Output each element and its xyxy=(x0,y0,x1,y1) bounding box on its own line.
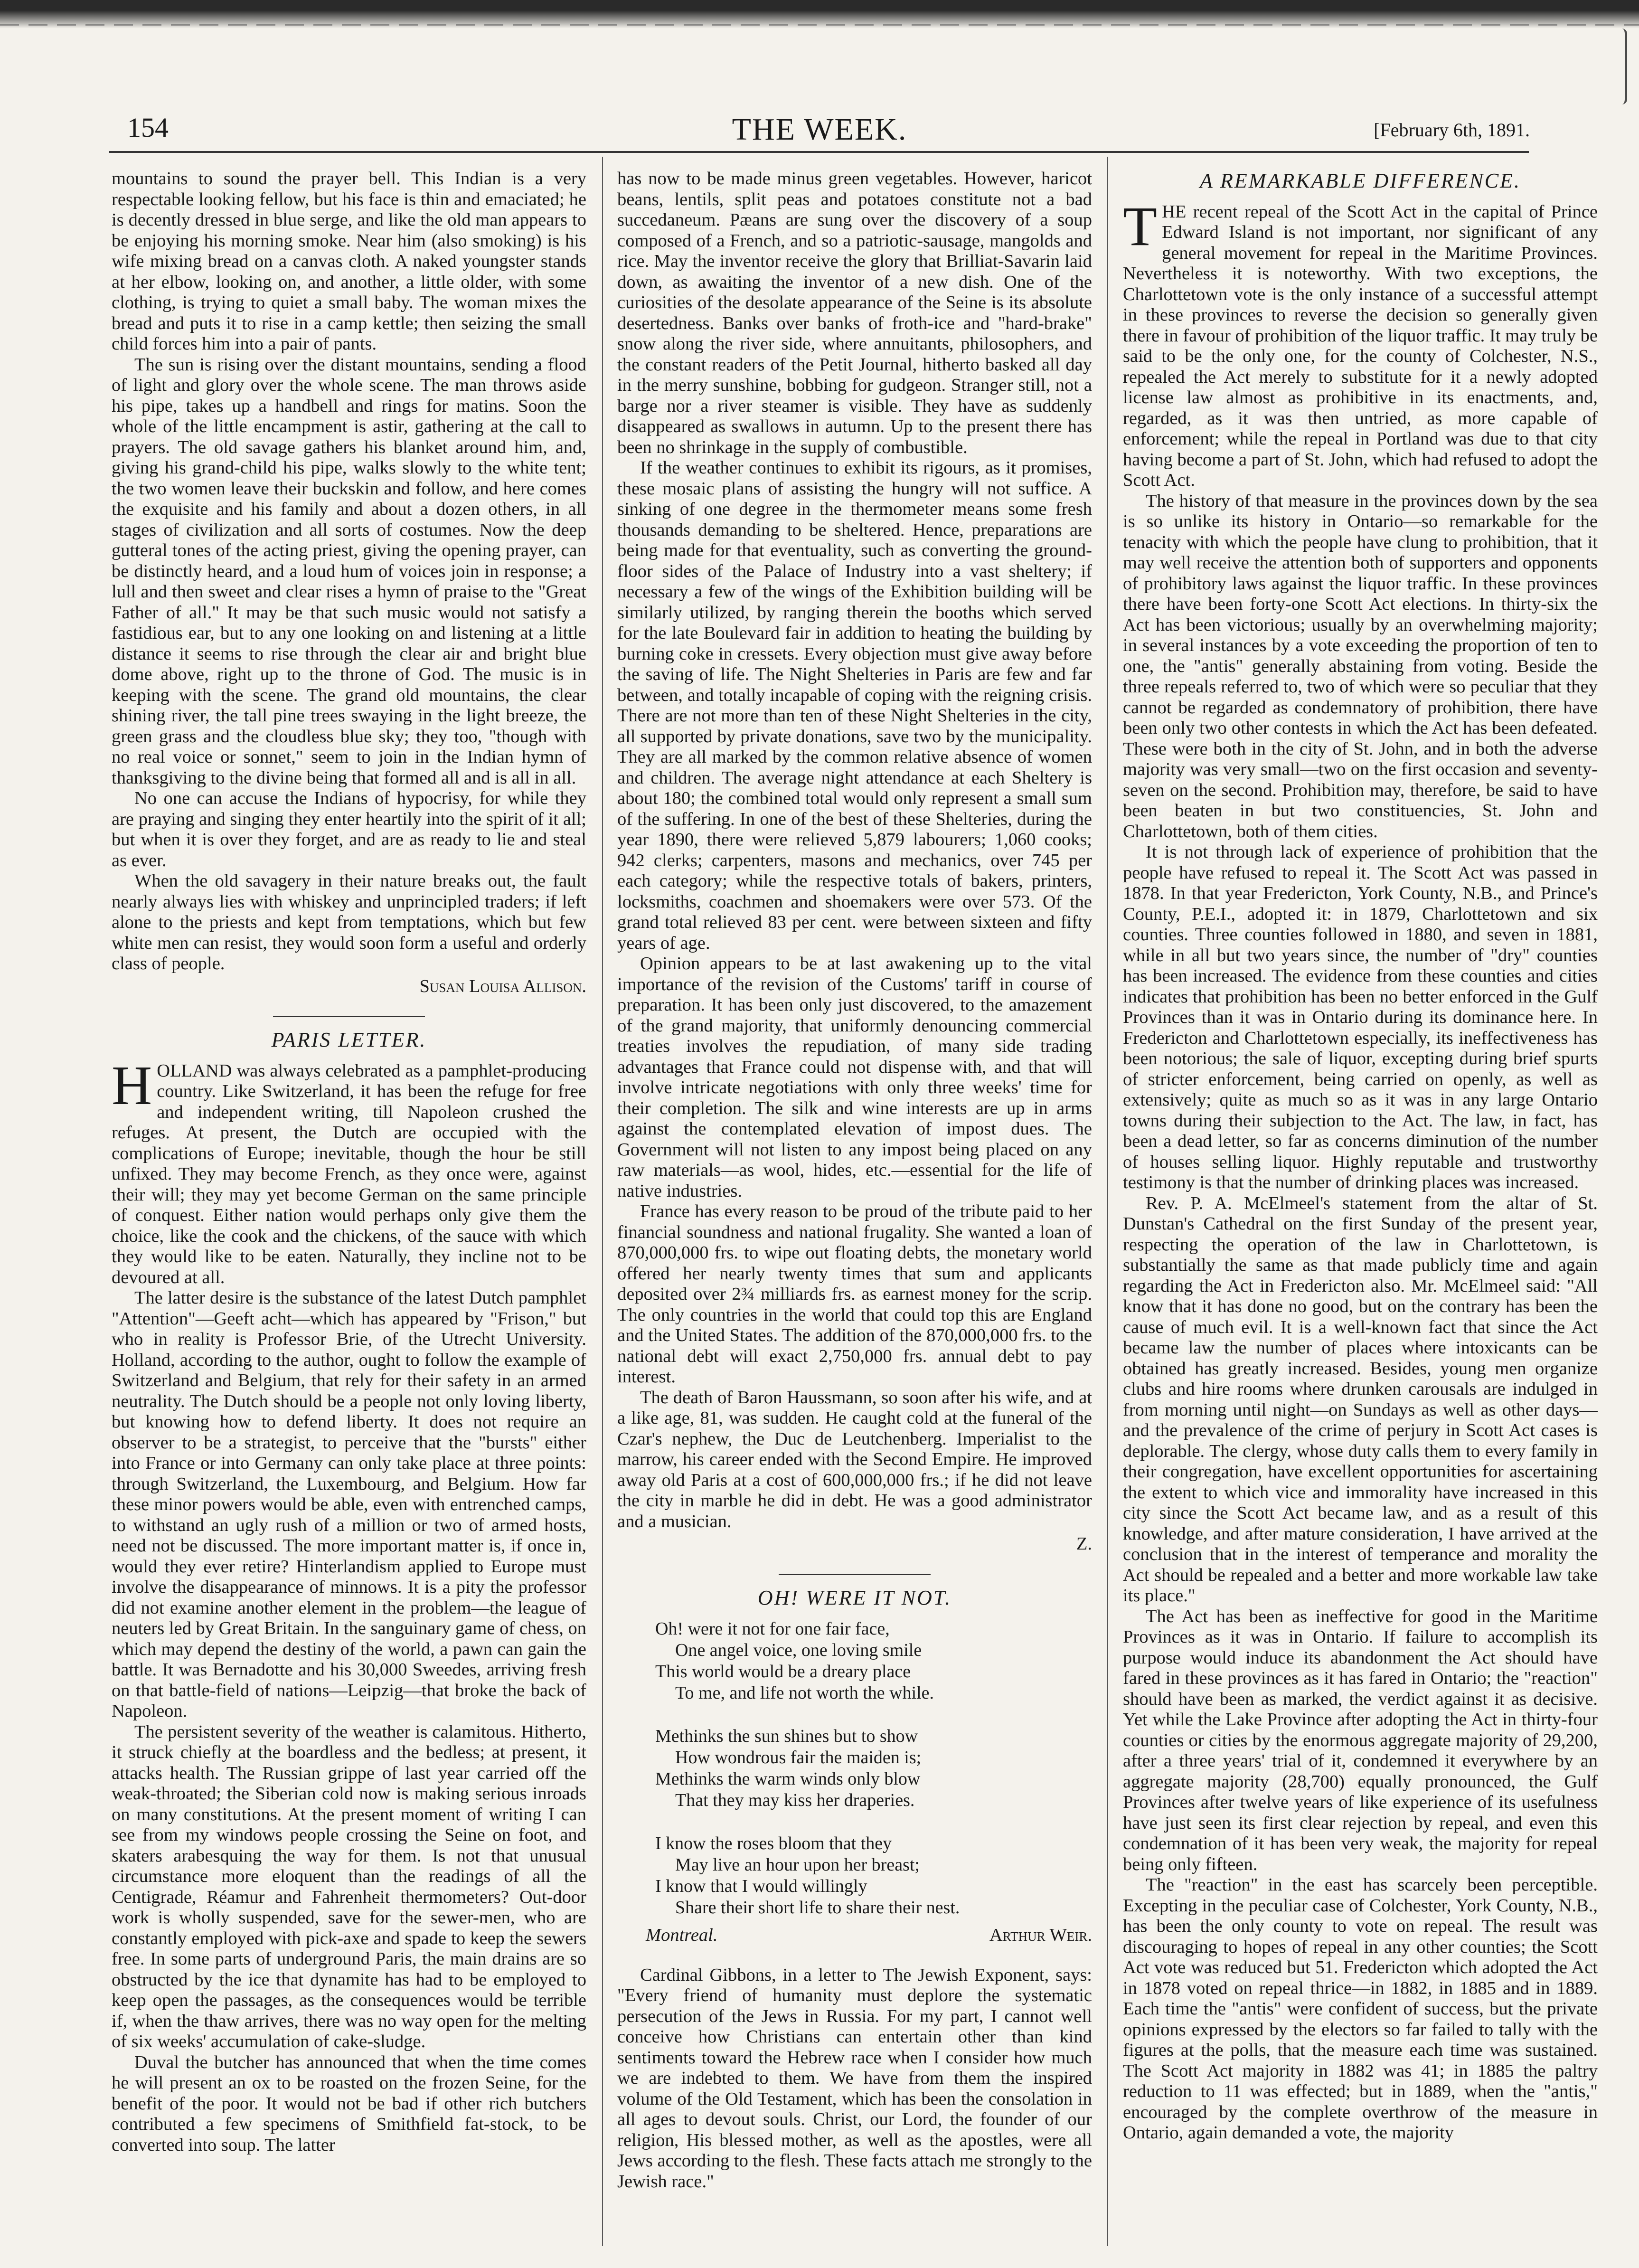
poem-title: OH! WERE IT NOT. xyxy=(757,1586,952,1609)
scan-top-band xyxy=(0,0,1639,28)
drop-cap: T xyxy=(1123,195,1158,257)
poem-line: This world would be a dreary place xyxy=(655,1662,911,1682)
article-paragraph: When the old savagery in their nature breaks out, the fault nearly always lies with whiskey and unprincipled traders; if left alone to the priests and kept from temptations, which but few white men can resist, they would soon form a useful and orderly class of people. xyxy=(112,871,586,973)
article-paragraph-gibbons: Cardinal Gibbons, in a letter to The Jewish Exponent, says: "Every friend of humanity must deplore the systematic persecution of the Jews in Russia. For my part, I cannot well conceive how Christians can entertain other than kind sentiments toward the Hebrew race when I consider how much we are indebted to them. We have from them the inspired volume of the Old Testament, which has been the consolation in all ages to devout souls. Christ, our Lord, the founder of our religion, His blessed mother, as well as the apostles, were all Jews according to the flesh. These facts attach me strongly to the Jewish race." xyxy=(617,1965,1092,2192)
poem-author: Arthur Weir. xyxy=(989,1925,1092,1945)
poem xyxy=(655,1618,1092,1918)
poem-place: Montreal. xyxy=(646,1925,718,1945)
poem-line: Methinks the warm winds only blow xyxy=(655,1769,921,1789)
scan-streak xyxy=(0,24,1639,26)
drop-cap: H xyxy=(112,1054,152,1116)
poem-stanza xyxy=(655,1726,1092,1811)
section-divider xyxy=(779,1574,931,1575)
article-paragraph: The history of that measure in the provinces down by the sea is so unlike its history in Ontario—so remarkable for the tenacity with which the people have clung to prohibition, that it may well receive the attention both of supporters and opponents of prohibitory laws against the liquor traffic. In these provinces there have been forty-one Scott Act elections. In thirty-six the Act has been victorious; usually by an overwhelming majority; in several instances by a vote exceeding the proportion of ten to one, the "antis" generally abstaining from voting. Beside the three repeals referred to, two of which were so peculiar that they cannot be regarded as condemnatory of prohibition, there have been only two other contests in which the Act has been defeated. These were both in the city of St. John, and in both the adverse majority was very small—two on the first occasion and seventy-seven on the second. Prohibition may, therefore, be said to have been beaten in but two constituencies, St. John and Charlottetown, both of them cities. xyxy=(1123,491,1598,841)
poem-line: One angel voice, one loving smile xyxy=(675,1640,922,1660)
column-divider-1 xyxy=(602,157,603,2246)
poem-line: Share their short life to share their nest. xyxy=(675,1898,960,1918)
article-paragraph: The death of Baron Haussmann, so soon after his wife, and at a like age, 81, was sudden. He caught cold at the funeral of the Czar's nephew, the Duc de Leutchenberg. Imperialist to the marrow, his career ended with the Second Empire. He improved away old Paris at a cost of 600,000,000 frs.; if he did not leave the city in marble he did in debt. He was a good administrator and a musician. xyxy=(617,1387,1092,1531)
article-paragraph: The sun is rising over the distant mountains, sending a flood of light and glory over the whole scene. The man throws aside his pipe, takes up a handbell and rings for matins. Soon the whole of the little encampment is astir, gathering at the call to prayers. The old savage gathers his blanket around him, and, giving his grand-child his pipe, walks slowly to the white tent; the two women leave their buckskin and follow, and here comes the exquisite and his family and about a dozen others, in all stages of civilization and all sorts of costumes. Now the deep gutteral tones of the acting priest, giving the opening prayer, can be distinctly heard, and a loud hum of voices join in response; a lull and then sweet and clear rises a hymn of praise to the "Great Father of all." It may be that such music would not satisfy a fastidious ear, but to any one looking on and listening at a little distance it seems to rise through the clear air and bright blue dome above, right up to the throne of God. The music is in keeping with the scene. The grand old mountains, the clear shining river, the tall pine trees swaying in the light breeze, the green grass and the cloudless blue sky; they too, "though with no real voice or sonnet," seem to join in the Indian hymn of thanksgiving to the divine being that formed all and is all in all. xyxy=(112,354,586,788)
article-paragraph: France has every reason to be proud of the tribute paid to her financial soundness and national frugality. She wanted a loan of 870,000,000 frs. to wipe out floating debts, the monetary world offered her nearly twenty times that sum and applicants deposited over 2¾ milliards frs. as earnest money for the scrip. The only countries in the world that could top this are England and the United States. The addition of the 870,000,000 frs. to the national debt will exact 2,750,000 frs. annual debt to pay interest. xyxy=(617,1201,1092,1387)
article-paragraph: If the weather continues to exhibit its rigours, as it promises, these mosaic plans of assisting the hungry will not suffice. A sinking of one degree in the thermometer means some fresh thousands demanding to be sheltered. Hence, preparations are being made for that eventuality, such as converting the ground-floor sides of the Palace of Industry into a vast sheltery; if necessary a few of the wings of the Exhibition building will be similarly utilized, by ranging therein the booths which served for the late Boulevard fair in addition to heating the building by burning coke in cressets. Every objection must give away before the saving of life. The Night Shelteries in Paris are few and far between, and totally incapable of coping with the reigning crisis. There are not more than ten of these Night Shelteries in the city, all supported by private donations, save two by the municipality. They are all marked by the common relative absence of women and children. The average night attendance at each Sheltery is about 180; the combined total would only represent a small sum of the suffering. In one of the best of these Shelteries, during the year 1890, there were relieved 5,879 labourers; 1,060 cooks; 942 clerks; carpenters, masons and mechanics, over 745 per each category; while the respective totals of bakers, printers, locksmiths, coachmen and shoemakers were over 573. Of the grand total relieved 83 per cent. were between sixteen and fifty years of age. xyxy=(617,458,1092,953)
section-divider xyxy=(273,1016,425,1017)
column-divider-2 xyxy=(1107,157,1108,2246)
column-2 xyxy=(617,169,1092,2249)
poem-line: Oh! were it not for one fair face, xyxy=(655,1619,890,1639)
article-paragraph: No one can accuse the Indians of hypocrisy, for while they are praying and singing they enter heartily into the spirit of it all; but when it is over they forget, and are as ready to lie and steal as ever. xyxy=(112,788,586,870)
page-edge-mark xyxy=(1622,28,1627,104)
poem-line: I know the roses bloom that they xyxy=(655,1833,892,1853)
article-signature: Susan Louisa Allison. xyxy=(419,976,586,996)
article-paragraph-text: OLLAND was always celebrated as a pamphlet-producing country. Like Switzerland, it has been the refuge for free and independent writing, till Napoleon crushed the refuges. At present, the Dutch are occupied with the complications of Europe; inevitable, though the hour be still unfixed. They may become French, as they once were, against their will; they may yet become German on the same principle of conquest. Either nation would perhaps only give them the choice, like the cook and the chickens, of the sauce with which they would like to be eaten. Naturally, they incline not to be devoured at all. xyxy=(112,1060,586,1287)
header-rule xyxy=(109,151,1529,153)
poem-line: That they may kiss her draperies. xyxy=(675,1790,915,1810)
article-paragraph: The "reaction" in the east has scarcely been perceptible. Excepting in the peculiar case of Colchester, York County, N.B., has been the only county to vote on repeal. The result was discouraging to hopes of repeal in any other counties; the Scott Act vote was reduced but 51. Fredericton which adopted the Act in 1878 voted on repeal thrice—in 1882, in 1885 and in 1889. Each time the "antis" were confident of success, but the private opinions expressed by the electors so far failed to tally with the figures at the polls, that the measure each time was sustained. The Scott Act majority in 1882 was 41; in 1885 the paltry reduction to 11 was effected; but in 1889, when the "antis," encouraged by the complete overthrow of the measure in Ontario, again demanded a vote, the majority xyxy=(1123,1875,1598,2143)
poem-credit xyxy=(617,1925,1092,1946)
page-number: 154 xyxy=(127,112,169,143)
article-signature: Z. xyxy=(1076,1534,1092,1554)
poem-line: How wondrous fair the maiden is; xyxy=(675,1748,922,1767)
issue-date: [February 6th, 1891. xyxy=(1374,119,1530,141)
article-paragraph xyxy=(112,1054,586,1288)
article-paragraph: mountains to sound the prayer bell. This Indian is a very respectable looking fellow, but his face is thin and emaciated; he is decently dressed in blue serge, and like the old man appears to be enjoying his morning smoke. Near him (also smoking) is his wife mixing bread on a canvas cloth. A naked youngster stands at her elbow, looking on, and another, a little older, with some clothing, is trying to quiet a small baby. The woman mixes the bread and puts it to rise in a camp kettle; then seizing the small child forces him into a pair of pants. xyxy=(112,169,586,354)
article-paragraph: The latter desire is the substance of the latest Dutch pamphlet "Attention"—Geeft acht—which has appeared by "Frison," but who in reality is Professor Brie, of the Utrecht University. Holland, according to the author, ought to follow the example of Switzerland and Belgium, that rely for their safety in an armed neutrality. The Dutch should be a people not only loving liberty, but knowing how to defend liberty. It does not require an observer to be a strategist, to perceive that the "bursts" either into France or into Germany can only take place at three points: through Switzerland, the Luxembourg, and Belgium. How far these minor powers would be able, even with entrenched camps, to withstand an ugly rush of a million or two of armed hosts, need not be discussed. The more important matter is, if once in, would they ever retire? Hinterlandism applied to Europe must involve the disappearance of minnows. It is a pity the professor did not examine another element in the problem—the league of neuters led by Great Britain. In the sanguinary game of chess, on which may depend the destiny of the world, a pawn can gain the battle. It was Bernadotte and his 30,000 Sweedes, arriving fresh on that battle-field of nations—Leipzig—that broke the back of Napoleon. xyxy=(112,1288,586,1721)
article-paragraph xyxy=(1123,195,1598,491)
column-3 xyxy=(1123,169,1598,2249)
poem-line: I know that I would willingly xyxy=(655,1876,867,1896)
article-paragraph: Opinion appears to be at last awakening up to the vital importance of the revision of the Customs' tariff in course of preparation. It has been only just discovered, to the amazement of the grand majority, that uniformly denouncing commercial treaties involves the repudiation, of many side trading advantages that France could not dispense with, and that will involve intricate negotiations with only three weeks' time for their completion. The silk and wine interests are up in arms against the contemplated elevation of impost dues. The Government will not listen to any impost being placed on any raw materials—as wool, hides, etc.—essential for the life of native industries. xyxy=(617,954,1092,1201)
article-paragraph: The Act has been as ineffective for good in the Maritime Provinces as it was in Ontario. If failure to accomplish its purpose would induce its abandonment the Act should have fared in these provinces as it has fared in Ontario; the "reaction" should have been as marked, the verdict against it as decisive. Yet while the Lake Province after adopting the Act in thirty-four counties or cities by the enormous aggregate majority of 29,200, after a three years' trial of it, condemned it everywhere by an aggregate majority (28,700) equally pronounced, the Gulf Provinces after twelve years of like experience of its usefulness have just seen its first clear rejection by repeal, and even this condemnation of it has been very weak, the majority for repeal being only fifteen. xyxy=(1123,1606,1598,1874)
poem-line: Methinks the sun shines but to show xyxy=(655,1726,918,1746)
poem-line: To me, and life not worth the while. xyxy=(675,1683,934,1703)
section-title-paris-letter: PARIS LETTER. xyxy=(271,1028,427,1051)
section-title-remarkable-difference: A REMARKABLE DIFFERENCE. xyxy=(1199,169,1521,192)
article-paragraph: It is not through lack of experience of prohibition that the people have refused to repeal it. The Scott Act was passed in 1878. In that year Fredericton, York County, N.B., and Prince's County, P.E.I., adopted it: in 1879, Charlottetown and six counties. Three counties followed in 1880, and seven in 1881, while in all but two years since, the number of "dry" counties has been increased. The evidence from these counties and cities indicates that prohibition has been no better enforced in the Gulf Provinces than it was in Ontario during its dominance here. In Fredericton and Charlottetown especially, its ineffectiveness has been notorious; the sale of liquor, excepting during brief spurts of stricter enforcement, being carried on openly, as well as extensively; quite as much so as it was in any large Ontario towns during their subjection to the Act. The law, in fact, has been a dead letter, so far as concerns diminution of the number of houses selling liquor. Highly reputable and trustworthy testimony is that the number of drinking places was increased. xyxy=(1123,842,1598,1192)
article-paragraph: The persistent severity of the weather is calamitous. Hitherto, it struck chiefly at the boardless and the bedless; at present, it attacks health. The Russian grippe of last year carried off the weak-throated; the Siberian cold now is making serious inroads on many constitutions. At the present moment of writing I can see from my windows people crossing the Seine on foot, and skaters arabesquing the way for them. Is not that unusual circumstance more eloquent than the readings of all the Centigrade, Réamur and Fahrenheit thermometers? Out-door work is wholly suspended, save for the sewer-men, who are constantly employed with pick-axe and spade to keep the sewers free. In some parts of underground Paris, the main drains are so obstructed by the ice that dynamite has had to be employed to keep open the passages, as the consequences would be terrible if, when the thaw arrives, there was no way open for the melting of six weeks' accumulation of cake-sludge. xyxy=(112,1721,586,2051)
column-1 xyxy=(112,169,586,2249)
article-paragraph-text: HE recent repeal of the Scott Act in the capital of Prince Edward Island is not important, nor significant of any general movement for repeal in the Maritime Provinces. Nevertheless it is noteworthy. With two exceptions, the Charlottetown vote is the only instance of a successful attempt in these provinces to reverse the decision so generally given there in favour of prohibition of the liquor traffic. It may truly be said to be the only one, for the county of Colchester, N.S., repealed the Act merely to substitute for it a newly adopted license law almost as prohibitive in its enactments, and, regarded, as it was then untried, as more capable of enforcement; while the repeal in Portland was due to that city having become a part of St. John, which had refused to adopt the Scott Act. xyxy=(1123,201,1598,490)
masthead-title: THE WEEK. xyxy=(732,112,907,147)
article-paragraph: Rev. P. A. McElmeel's statement from the altar of St. Dunstan's Cathedral on the first Sunday of the present year, respecting the operation of the law in Charlottetown, is substantially the same as that made publicly time and again regarding the Act in Fredericton also. Mr. McElmeel said: "All know that it has done no good, but on the contrary has been the cause of much evil. It is a well-known fact that since the Act became law the number of places where intoxicants can be obtained has greatly increased. Besides, young men organize clubs and hire rooms where drunken carousals are indulged in from morning until night—on Sundays as well as other days—and the prevalence of the crime of perjury in Scott Act cases is deplorable. The clergy, whose duty calls them to every family in their congregation, have excellent opportunities for ascertaining the extent to which vice and immorality have increased in this city since the Scott Act became law, and as a result of this knowledge, and after mature consideration, I have arrived at the conclusion that in the interest of temperance and morality the Act should be repealed and a better and more workable law take its place." xyxy=(1123,1193,1598,1606)
poem-stanza xyxy=(655,1618,1092,1704)
poem-stanza xyxy=(655,1833,1092,1918)
poem-line: May live an hour upon her breast; xyxy=(675,1855,920,1875)
article-paragraph: Duval the butcher has announced that when the time comes he will present an ox to be roasted on the frozen Seine, for the benefit of the poor. It would not be bad if other rich butchers contributed a few specimens of Smithfield fat-stock, to be converted into soup. The latter xyxy=(112,2052,586,2155)
article-paragraph: has now to be made minus green vegetables. However, haricot beans, lentils, split peas and potatoes constitute not a bad succedaneum. Pæans are sung over the discovery of a soup composed of a French, and so a patriotic-sausage, mangolds and rice. May the inventor receive the glory that Brilliat-Savarin laid down, as awaiting the inventor of a new dish. One of the curiosities of the desolate appearance of the Seine is its absolute desertedness. Banks over banks of froth-ice and "hard-brake" snow along the river side, where annuitants, philosophers, and the constant readers of the Petit Journal, hitherto basked all day in the merry sunshine, bobbing for gudgeon. Stranger still, not a barge nor a river steamer is visible. They have as suddenly disappeared as swallows in autumn. Up to the present there has been no shrinkage in the supply of combustible. xyxy=(617,169,1092,457)
